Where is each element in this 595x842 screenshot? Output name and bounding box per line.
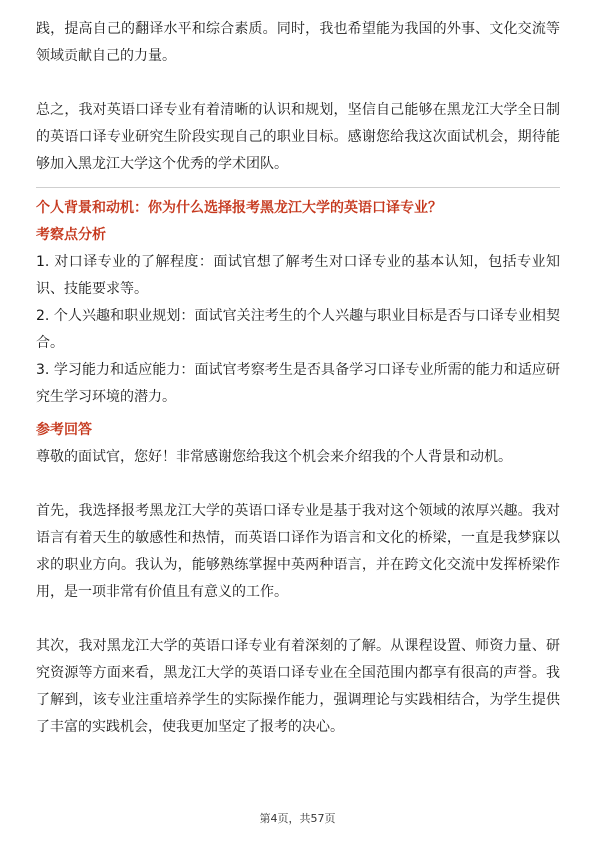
section-divider bbox=[36, 187, 560, 188]
analysis-item: 3. 学习能力和适应能力：面试官考察考生是否具备学习口译专业所需的能力和适应研究生学习环境的潜力。 bbox=[36, 362, 560, 405]
analysis-heading: 考察点分析 bbox=[36, 227, 106, 243]
body-paragraph: 总之，我对英语口译专业有着清晰的认识和规划，坚信自己能够在黑龙江大学全日制的英语口译专业研究生阶段实现自己的职业目标。感谢您给我这次面试机会，期待能够加入黑龙江大学这个优秀的学术团队。 bbox=[36, 102, 560, 172]
question-title: 个人背景和动机：你为什么选择报考黑龙江大学的英语口译专业？ bbox=[36, 200, 442, 216]
answer-paragraph: 其次，我对黑龙江大学的英语口译专业有着深刻的了解。从课程设置、师资力量、研究资源等方面来看，黑龙江大学的英语口译专业在全国范围内都享有很高的声誉。我了解到，该专业注重培养学生的实际操作能力，强调理论与实践相结合，为学生提供了丰富的实践机会，使我更加坚定了报考的决心。 bbox=[36, 638, 560, 735]
answer-paragraph: 首先，我选择报考黑龙江大学的英语口译专业是基于我对这个领域的浓厚兴趣。我对语言有着天生的敏感性和热情，而英语口译作为语言和文化的桥梁，一直是我梦寐以求的职业方向。我认为，能够熟练掌握中英两种语言，并在跨文化交流中发挥桥梁作用，是一项非常有价值且有意义的工作。 bbox=[36, 503, 560, 600]
page-number: 第4页，共57页 bbox=[259, 812, 336, 825]
answer-greeting: 尊敬的面试官，您好！非常感谢您给我这个机会来介绍我的个人背景和动机。 bbox=[36, 449, 512, 465]
answer-heading: 参考回答 bbox=[36, 422, 92, 438]
analysis-item: 1. 对口译专业的了解程度：面试官想了解考生对口译专业的基本认知，包括专业知识、技能要求等。 bbox=[36, 254, 560, 297]
page-content bbox=[36, 16, 560, 741]
analysis-item: 2. 个人兴趣和职业规划：面试官关注考生的个人兴趣与职业目标是否与口译专业相契合。 bbox=[36, 308, 560, 351]
body-paragraph: 践，提高自己的翻译水平和综合素质。同时，我也希望能为我国的外事、文化交流等领域贡献自己的力量。 bbox=[36, 21, 560, 64]
